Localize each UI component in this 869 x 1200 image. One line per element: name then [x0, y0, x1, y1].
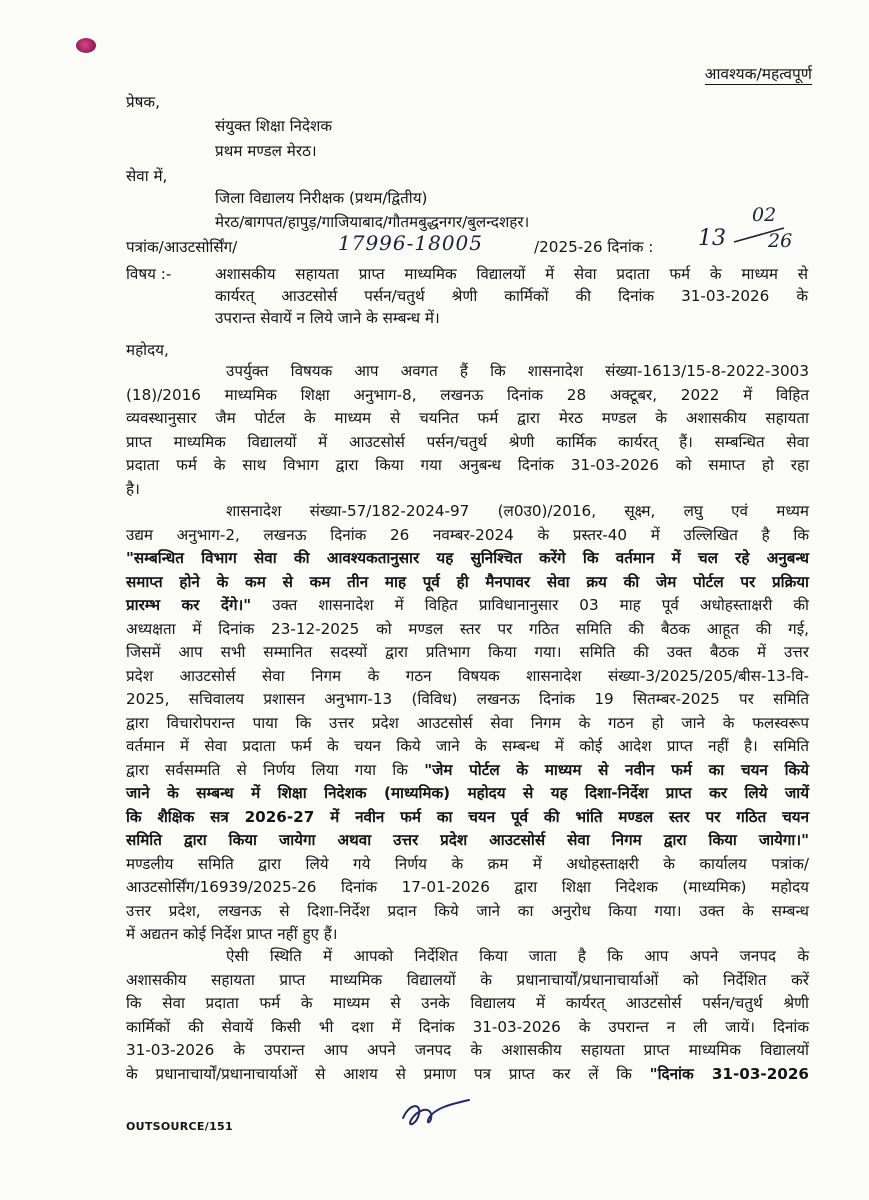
reference-number-handwritten: 17996-18005	[338, 231, 484, 255]
paragraph-line: ऐसी स्थिति में आपको निर्देशित किया जाता है कि आप अपने जनपद के	[226, 947, 809, 965]
paragraph-line: आउटसोर्सिंग/16939/2025-26 दिनांक 17-01-2026 द्वारा शिक्षा निदेशक (माध्यमिक) महोदय	[126, 878, 809, 896]
recipient-label: सेवा में,	[126, 167, 168, 185]
subject-text	[215, 263, 808, 329]
reference-date-year: 26	[768, 230, 793, 252]
paragraph-line: उपर्युक्त विषयक आप अवगत हैं कि शासनादेश संख्या-1613/15-8-2022-3003	[226, 362, 809, 380]
file-code: OUTSOURCE/151	[126, 1120, 233, 1133]
paragraph-text: द्वारा सर्वसम्मति से निर्णय लिया गया कि	[126, 760, 425, 779]
paragraph-line	[126, 829, 809, 853]
paragraph-line: 2025, सचिवालय प्रशासन अनुभाग-13 (विविध) लखनऊ दिनांक 19 सितम्बर-2025 पर समिति	[126, 690, 809, 708]
sender-label: प्रेषक,	[126, 93, 160, 111]
quoted-text: समाप्त होने के कम से कम तीन माह पूर्व ही मैनपावर सेवा क्रय की जेम पोर्टल पर प्रक्रिया	[126, 572, 809, 591]
subject-line: उपरान्त सेवायें न लिये जाने के सम्बन्ध में।	[215, 309, 440, 327]
reference-date-day: 13	[698, 226, 726, 251]
paragraph-line: प्रदेश आउटसोर्स सेवा निगम के गठन विषयक शासनादेश संख्या-3/2025/205/बीस-13-वि-	[126, 666, 809, 685]
paragraph-line	[126, 1063, 809, 1087]
quoted-text: "सम्बन्धित विभाग सेवा की आवश्यकतानुसार यह सुनिश्चित करेंगे कि वर्तमान में चल रहे अनुबन्ध	[126, 549, 809, 567]
subject-label: विषय :-	[126, 265, 172, 283]
recipient-districts: मेरठ/बागपत/हापुड़/गाजियाबाद/गौतमबुद्धनगर/बुलन्दशहर।	[215, 213, 530, 231]
paragraph-line: प्रदाता फर्म के साथ विभाग द्वारा किया गया अनुबन्ध दिनांक 31-03-2026 को समाप्त हो रहा	[126, 456, 809, 474]
initials-signature	[395, 1094, 475, 1132]
paragraph-line: वर्तमान में सेवा प्रदाता फर्म के चयन किये जाने के सम्बन्ध में कोई आदेश प्राप्त नहीं है। समिति	[126, 737, 809, 755]
paragraph-text: उक्त शासनादेश में विहित प्राविधानानुसार 03 माह पूर्व अधोहस्ताक्षरी की	[251, 596, 809, 614]
paragraph-line: शासनादेश संख्या-57/182-2024-97 (ल0उ0)/2016, सूक्ष्म, लघु एवं मध्यम	[226, 502, 809, 520]
paragraph-line	[126, 594, 809, 618]
paragraph-line: उद्यम अनुभाग-2, लखनऊ दिनांक 26 नवम्बर-2024 के प्रस्तर-40 में उल्लिखित है कि	[126, 525, 809, 544]
sender-office: प्रथम मण्डल मेरठ।	[215, 142, 317, 160]
recipient-designation: जिला विद्यालय निरीक्षक (प्रथम/द्वितीय)	[215, 189, 428, 207]
paragraph-line: कि सेवा प्रदाता फर्म के माध्यम से उनके विद्यालय में कार्यरत् आउटसोर्स पर्सन/चतुर्थ श्रेणी	[126, 994, 809, 1012]
paragraph-line	[126, 547, 809, 571]
paragraph-line: 31-03-2026 के उपरान्त आप अपने जनपद के अशासकीय सहायता प्राप्त माध्यमिक विद्यालयों	[126, 1041, 809, 1059]
paragraph-line: अशासकीय सहायता प्राप्त माध्यमिक विद्यालयों के प्रधानाचार्यों/प्रधानाचार्याओं को निर्देशित करें	[126, 970, 809, 989]
ink-blot-mark	[76, 38, 96, 53]
reference-prefix: पत्रांक/आउटसोर्सिंग/	[126, 238, 238, 256]
salutation: महोदय,	[126, 341, 169, 359]
paragraph-line	[126, 571, 809, 595]
paragraph-line: प्राप्त माध्यमिक विद्यालयों में आउटसोर्स पर्सन/चतुर्थ श्रेणी कार्मिक कार्यरत् हैं। सम्बन्धित सेवा	[126, 432, 809, 451]
quoted-text: प्रारम्भ कर देंगे।"	[126, 596, 252, 614]
urgency-label: आवश्यक/महत्वपूर्ण	[704, 65, 812, 83]
paragraph-line: व्यवस्थानुसार जैम पोर्टल के माध्यम से चयनित फर्म द्वारा मेरठ मण्डल के अशासकीय सहायता	[126, 409, 809, 427]
reference-year: /2025-26 दिनांक :	[534, 238, 654, 256]
paragraph-line	[126, 782, 809, 806]
paragraph-line: मण्डलीय समिति द्वारा लिये गये निर्णय के क्रम में अधोहस्ताक्षरी के कार्यालय पत्रांक/	[126, 854, 809, 873]
paragraph-line: द्वारा विचारोपरान्त पाया कि उत्तर प्रदेश आउटसोर्स सेवा निगम के गठन हो जाने के फलस्वरूप	[126, 713, 809, 732]
quoted-text: "जेम पोर्टल के माध्यम से नवीन फर्म का चयन किये	[424, 760, 809, 779]
sender-designation: संयुक्त शिक्षा निदेशक	[215, 117, 333, 135]
paragraph-line: में अद्यतन कोई निर्देश प्राप्त नहीं हुए हैं।	[126, 925, 338, 943]
paragraph-line: जिसमें आप सभी सम्मानित सदस्यों द्वारा प्रतिभाग किया गया। समिति की उक्त बैठक में उत्तर	[126, 643, 809, 661]
paragraph-line	[126, 759, 809, 783]
paragraph-3	[126, 945, 809, 1086]
subject-line: अशासकीय सहायता प्राप्त माध्यमिक विद्यालयों में सेवा प्रदाता फर्म के माध्यम से	[215, 265, 808, 283]
paragraph-1	[126, 360, 809, 501]
quoted-text: कि शैक्षिक सत्र 2026-27 में नवीन फर्म का चयन पूर्व की भांति मण्डल स्तर पर गठित चयन	[126, 807, 809, 826]
paragraph-2	[126, 500, 809, 947]
quoted-text: समिति द्वारा किया जायेगा अथवा उत्तर प्रदेश आउटसोर्स सेवा निगम द्वारा किया जायेगा।"	[126, 831, 809, 849]
paragraph-line	[126, 806, 809, 830]
subject-line: कार्यरत् आउटसोर्स पर्सन/चतुर्थ श्रेणी कार्मिकों की दिनांक 31-03-2026 के	[215, 287, 808, 305]
quoted-text: "दिनांक 31-03-2026	[649, 1064, 810, 1083]
paragraph-line: है।	[126, 479, 140, 498]
paragraph-line: कार्मिकों की सेवायें किसी भी दशा में दिनांक 31-03-2026 के उपरान्त न ली जायें। दिनांक	[126, 1017, 809, 1036]
paragraph-text: के प्रधानाचार्यों/प्रधानाचार्याओं से आशय से प्रमाण पत्र प्राप्त कर लें कि	[126, 1064, 650, 1083]
paragraph-line: (18)/2016 माध्यमिक शिक्षा अनुभाग-8, लखनऊ दिनांक 28 अक्टूबर, 2022 में विहित	[126, 385, 809, 404]
reference-date-month: 02	[752, 204, 777, 226]
quoted-text: जाने के सम्बन्ध में शिक्षा निदेशक (माध्यमिक) महोदय से यह दिशा-निर्देश प्राप्त कर लिये जायें	[126, 784, 809, 802]
paragraph-line: अध्यक्षता में दिनांक 23-12-2025 को मण्डल स्तर पर गठित समिति की बैठक आहूत की गई,	[126, 619, 809, 638]
paragraph-line: उत्तर प्रदेश, लखनऊ से दिशा-निर्देश प्रदान किये जाने का अनुरोध किया गया। उक्त के सम्बन्ध	[126, 901, 809, 920]
